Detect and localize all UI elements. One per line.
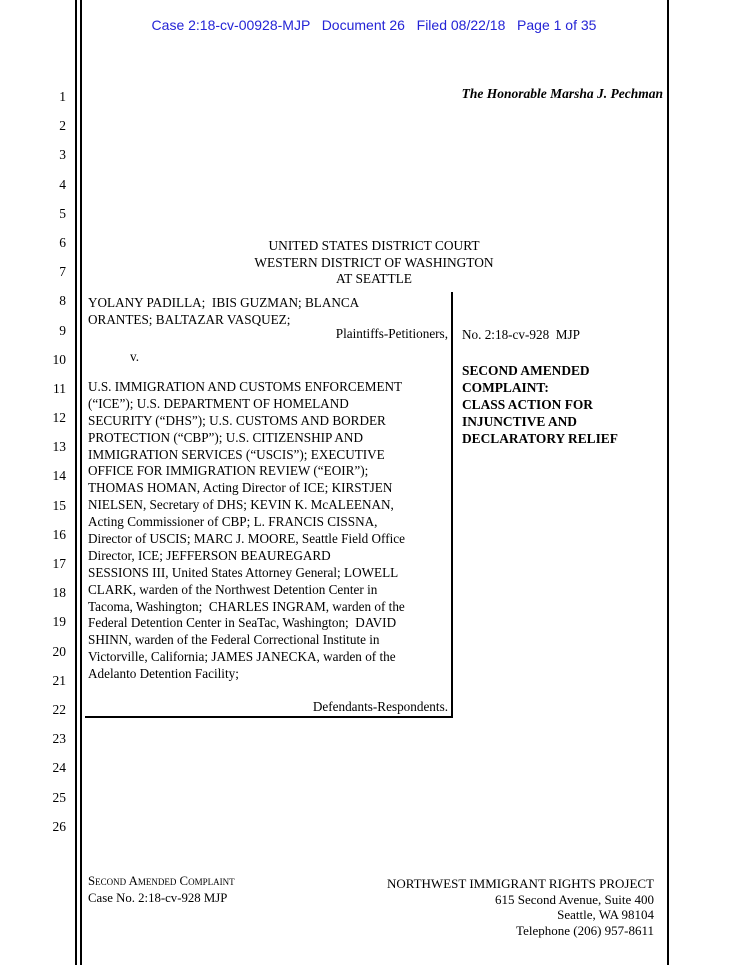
firm-phone: Telephone (206) 957-8611	[516, 923, 654, 939]
document-title-line: DECLARATORY RELIEF	[462, 430, 618, 446]
ecf-filing-stamp: Case 2:18-cv-00928-MJP Document 26 Filed 08/22/18 Page 1 of 35	[151, 17, 597, 33]
line-number: 3	[59, 147, 66, 163]
line-number: 24	[52, 760, 66, 776]
footer-title: Second Amended Complaint	[88, 874, 235, 888]
line-number: 6	[59, 234, 66, 250]
court-title-line: AT SEATTLE	[335, 271, 412, 286]
document-title-line: SECOND AMENDED	[462, 363, 590, 378]
line-number: 7	[59, 264, 66, 280]
line-number: 25	[52, 789, 66, 805]
defendant-line: Federal Detention Center in SeaTac, Washington; DAVID	[88, 615, 397, 631]
judge-name: The Honorable Marsha J. Pechman	[461, 86, 663, 101]
line-number: 2	[59, 118, 66, 134]
firm-name: NORTHWEST IMMIGRANT RIGHTS PROJECT	[386, 876, 654, 891]
defendant-line: (“ICE”); U.S. DEPARTMENT OF HOMELAND	[88, 395, 349, 411]
line-number: 10	[52, 351, 66, 367]
line-number: 20	[52, 643, 66, 659]
pleading-line-numbers	[40, 89, 66, 848]
line-number: 23	[52, 731, 66, 747]
defendant-line: THOMAS HOMAN, Acting Director of ICE; KIRSTJEN	[88, 480, 393, 496]
line-number: 18	[52, 585, 66, 601]
line-number: 14	[52, 468, 66, 484]
defendants-role-label: Defendants-Respondents.	[312, 699, 448, 714]
defendant-line: SECURITY (“DHS”); U.S. CUSTOMS AND BORDER	[88, 412, 386, 428]
line-number: 16	[52, 526, 66, 542]
line-number: 17	[52, 556, 66, 571]
document-title	[462, 363, 618, 447]
line-number: 15	[52, 497, 66, 513]
line-number: 22	[52, 701, 66, 717]
defendant-line: Victorville, California; JAMES JANECKA, warden of the	[88, 649, 396, 665]
left-margin-rule-outer	[75, 0, 77, 965]
court-title-line: UNITED STATES DISTRICT COURT	[268, 238, 480, 253]
defendant-line: SHINN, warden of the Federal Correctional Institute in	[88, 632, 380, 648]
caption-bottom-rule	[85, 716, 453, 718]
defendant-line: Director of USCIS; MARC J. MOORE, Seattle Field Office	[88, 531, 405, 547]
court-title	[80, 238, 668, 288]
caption-divider-rule	[451, 292, 453, 716]
footer-firm-block	[387, 876, 654, 939]
line-number: 8	[59, 293, 66, 309]
case-number: No. 2:18-cv-928 MJP	[462, 327, 580, 342]
defendant-line: SESSIONS III, United States Attorney General; LOWELL	[88, 564, 399, 580]
line-number: 19	[52, 614, 66, 630]
defendant-line: NIELSEN, Secretary of DHS; KEVIN K. McALEENAN,	[88, 497, 394, 513]
line-number: 21	[52, 672, 66, 688]
right-margin-rule	[667, 0, 669, 965]
defendant-line: Acting Commissioner of CBP; L. FRANCIS CISSNA,	[88, 514, 378, 530]
defendant-line: CLARK, warden of the Northwest Detention Center in	[88, 581, 378, 597]
line-number: 5	[59, 205, 66, 221]
defendants-list	[88, 379, 405, 683]
footer-case-number: Case No. 2:18-cv-928 MJP	[88, 891, 228, 905]
document-title-line: CLASS ACTION FOR	[462, 396, 593, 412]
line-number: 12	[52, 410, 66, 426]
plaintiffs-list	[88, 295, 359, 329]
court-title-line: WESTERN DISTRICT OF WASHINGTON	[254, 254, 494, 270]
plaintiff-line: YOLANY PADILLA; IBIS GUZMAN; BLANCA	[88, 295, 360, 310]
plaintiff-line: ORANTES; BALTAZAR VASQUEZ;	[88, 311, 291, 327]
defendant-line: Director, ICE; JEFFERSON BEAUREGARD	[88, 547, 331, 563]
document-title-line: INJUNCTIVE AND	[462, 413, 577, 429]
versus-label: v.	[130, 349, 140, 364]
footer-document-id	[88, 873, 235, 907]
line-number: 13	[52, 439, 66, 455]
defendant-line: U.S. IMMIGRATION AND CUSTOMS ENFORCEMENT	[88, 379, 403, 394]
firm-address-line2: Seattle, WA 98104	[557, 907, 654, 923]
line-number: 11	[53, 380, 66, 396]
defendant-line: OFFICE FOR IMMIGRATION REVIEW (“EOIR”);	[88, 463, 369, 479]
defendant-line: Adelanto Detention Facility;	[88, 666, 239, 682]
line-number: 4	[59, 176, 66, 192]
defendant-line: IMMIGRATION SERVICES (“USCIS”); EXECUTIVE	[88, 446, 385, 462]
line-number: 9	[59, 322, 66, 338]
defendant-line: Tacoma, Washington; CHARLES INGRAM, warden of the	[88, 598, 405, 614]
left-margin-rule-inner	[80, 0, 82, 965]
line-number: 1	[59, 89, 66, 104]
document-title-line: COMPLAINT:	[462, 379, 549, 395]
plaintiffs-role-label: Plaintiffs-Petitioners,	[335, 326, 448, 341]
line-number: 26	[52, 818, 66, 834]
defendant-line: PROTECTION (“CBP”); U.S. CITIZENSHIP AND	[88, 429, 363, 445]
firm-address-line1: 615 Second Avenue, Suite 400	[495, 891, 654, 907]
